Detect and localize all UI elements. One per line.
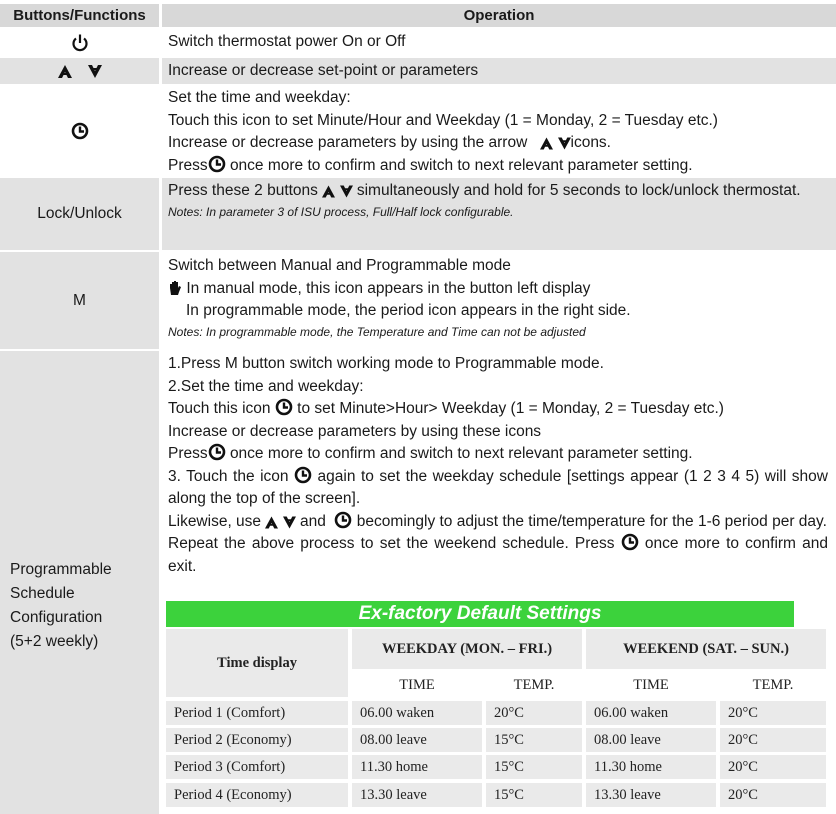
lock-unlock-label: Lock/Unlock <box>0 178 159 250</box>
clock-icon <box>334 511 352 529</box>
mode-line-3: In programmable mode, the period icon appears in the right side. <box>186 302 631 319</box>
arrow-down-icon <box>558 137 571 150</box>
weekend-temp-header: TEMP. <box>720 673 826 697</box>
clock-line-3: Increase or decrease parameters by using the arrow icons. <box>168 134 611 151</box>
up-down-description: Increase or decrease set-point or parameters <box>162 58 836 84</box>
hand-icon <box>168 280 182 296</box>
table-row: Period 3 (Comfort) 11.30 home 15°C 11.30 home 20°C <box>166 755 836 779</box>
clock-icon <box>621 533 639 551</box>
lock-line-1: Press these 2 buttons simultaneously and hold for 5 seconds to lock/unlock thermostat. <box>168 182 801 199</box>
row-mode <box>0 252 836 349</box>
clock-icon <box>275 398 293 416</box>
clock-line-2: Touch this icon to set Minute/Hour and Weekday (1 = Monday, 2 = Tuesday etc.) <box>168 111 718 129</box>
clock-icon <box>208 155 226 173</box>
programmable-label: Programmable Schedule Configuration (5+2 weekly) <box>10 561 112 650</box>
prog-line-2: 2.Set the time and weekday: <box>168 377 364 395</box>
power-icon <box>71 33 89 53</box>
power-description: Switch thermostat power On or Off <box>162 29 836 56</box>
lock-description <box>162 178 836 250</box>
clock-icon <box>208 443 226 461</box>
clock-description <box>162 86 836 176</box>
time-display-header: Time display <box>166 629 348 697</box>
prog-line-3: Touch this icon to set Minute>Hour> Weekday (1 = Monday, 2 = Tuesday etc.) <box>168 400 724 417</box>
header-buttons-functions: Buttons/Functions <box>0 4 159 27</box>
row-clock <box>0 86 836 176</box>
mode-line-1: Switch between Manual and Programmable mode <box>168 257 511 274</box>
mode-line-2: In manual mode, this icon appears in the button left display <box>168 278 836 301</box>
mode-description <box>162 252 836 349</box>
prog-line-6: 3. Touch the icon again to set the weekday schedule [settings appear (1 2 3 4 5) will show along the top of the screen]. <box>168 467 828 507</box>
weekday-temp-header: TEMP. <box>486 673 582 697</box>
weekend-header: WEEKEND (SAT. – SUN.) <box>586 629 826 669</box>
weekday-time-header: TIME <box>352 673 482 697</box>
row-up-down <box>0 58 836 84</box>
clock-line-4: Press once more to confirm and switch to next relevant parameter setting. <box>168 156 693 174</box>
prog-line-4: Increase or decrease parameters by using these icons <box>168 422 542 440</box>
clock-line-1: Set the time and weekday: <box>168 89 351 106</box>
header-operation: Operation <box>162 4 836 27</box>
arrow-up-icon <box>322 185 335 198</box>
table-row: Period 4 (Economy) 13.30 leave 15°C 13.30 leave 20°C <box>166 783 836 807</box>
table-header <box>0 4 836 27</box>
arrow-up-icon <box>265 516 278 529</box>
arrow-down-icon <box>340 185 353 198</box>
table-row: Period 2 (Economy) 08.00 leave 15°C 08.00 leave 20°C <box>166 728 836 752</box>
weekend-time-header: TIME <box>586 673 716 697</box>
defaults-table <box>166 629 836 814</box>
prog-line-5: Press once more to confirm and switch to next relevant parameter setting. <box>168 445 693 462</box>
lock-note: Notes: In parameter 3 of ISU process, Full/Half lock configurable. <box>168 204 514 219</box>
arrow-down-icon <box>283 516 296 529</box>
prog-line-7: Likewise, use and becomingly to adjust the time/temperature for the 1-6 period per day. <box>168 512 827 530</box>
prog-line-8: Repeat the above process to set the weekend schedule. Press once more to confirm and exit. <box>168 535 828 575</box>
table-row: Period 1 (Comfort) 06.00 waken 20°C 06.00 waken 20°C <box>166 701 836 725</box>
mode-label: M <box>0 252 159 349</box>
row-lock-unlock <box>0 178 836 250</box>
arrow-down-icon <box>88 65 102 78</box>
clock-icon <box>294 466 312 484</box>
weekday-header: WEEKDAY (MON. – FRI.) <box>352 629 582 669</box>
prog-line-1: 1.Press M button switch working mode to Programmable mode. <box>168 355 604 372</box>
defaults-title: Ex-factory Default Settings <box>166 601 794 627</box>
row-power <box>0 29 836 56</box>
arrow-up-icon <box>58 65 72 78</box>
arrow-up-icon <box>540 137 553 150</box>
mode-note: Notes: In programmable mode, the Temperature and Time can not be adjusted <box>168 324 586 339</box>
clock-icon <box>71 122 89 140</box>
